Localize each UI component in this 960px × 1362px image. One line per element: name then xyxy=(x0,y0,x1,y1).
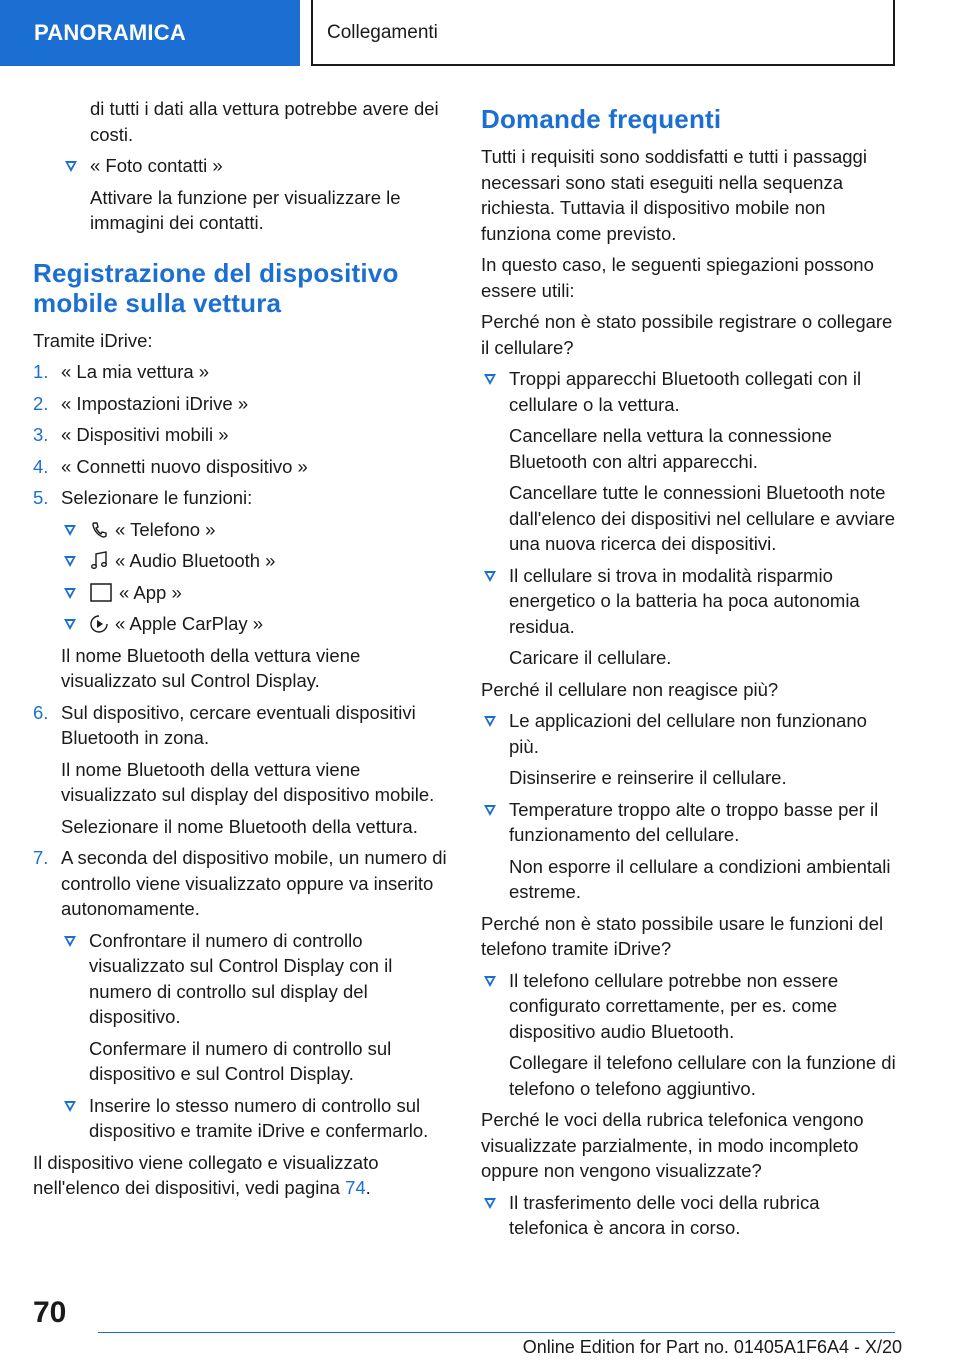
option-text: Confrontare il numero di controllo visualizzato sul Control Display con il numero di controllo sul display del dispositivo. xyxy=(89,929,393,1027)
triangle-bullet-icon xyxy=(64,525,76,536)
question-2: Perché il cellulare non reagisce più? xyxy=(481,678,779,700)
photo-contacts-label: « Foto contatti » xyxy=(90,155,223,176)
closing-text: Il dispositivo viene collegato e visualizzato nell'elenco dei dispositivi, vedi pagina 74. xyxy=(33,1151,379,1198)
step-number: 5. xyxy=(33,487,49,508)
carplay-play-icon xyxy=(89,614,111,634)
option-sub: Confermare il numero di controllo sul dispositivo e sul Control Display. xyxy=(89,1037,392,1084)
page-link[interactable]: 74 xyxy=(345,1177,366,1198)
answer-sub: Non esporre il cellulare a condizioni ambientali estreme. xyxy=(509,855,891,902)
footer-divider xyxy=(98,1332,895,1333)
step-text: « Impostazioni iDrive » xyxy=(61,392,249,414)
step-4 xyxy=(33,454,451,480)
q2-answer-1 xyxy=(481,708,897,791)
chapter-title: Collegamenti xyxy=(311,0,895,66)
triangle-bullet-icon xyxy=(484,976,496,987)
phone-icon xyxy=(89,520,111,540)
music-note-icon xyxy=(89,551,111,571)
step6-note-2: Selezionare il nome Bluetooth della vettura. xyxy=(61,815,418,837)
answer-sub: Caricare il cellulare. xyxy=(509,647,672,668)
function-label: « Audio Bluetooth » xyxy=(115,550,276,571)
triangle-bullet-icon xyxy=(64,556,76,567)
step-text: « Dispositivi mobili » xyxy=(61,424,229,445)
question-4: Perché le voci della rubrica telefonica vengono visualizzate parzialmente, in modo incompleto oppure non vengono visualizzate? xyxy=(481,1109,864,1181)
triangle-bullet-icon xyxy=(484,1198,496,1209)
triangle-bullet-icon xyxy=(64,588,76,599)
photo-contacts-item xyxy=(62,153,451,236)
answer-sub: Cancellare tutte le connessioni Bluetooth note dall'elenco dei dispositivi nel cellulare e avviare una nuova ricerca dei dispositivi. xyxy=(509,482,896,554)
step7-option-enter xyxy=(61,1093,451,1144)
answer-text: Il cellulare si trova in modalità risparmio energetico o la batteria ha poca autonomia residua. xyxy=(509,564,860,637)
faq-heading: Domande frequenti xyxy=(481,104,722,134)
step-number: 4. xyxy=(33,455,49,477)
step-text: Selezionare le funzioni: xyxy=(61,487,253,508)
step-6 xyxy=(33,700,451,840)
step-text: « La mia vettura » xyxy=(61,361,210,382)
q1-answer-2 xyxy=(481,563,897,671)
q2-answer-2 xyxy=(481,797,897,905)
answer-sub: Collegare il telefono cellulare con la funzione di telefono o telefono aggiuntivo. xyxy=(509,1052,896,1099)
triangle-bullet-icon xyxy=(484,805,496,816)
question-3: Perché non è stato possibile usare le funzioni del telefono tramite iDrive? xyxy=(481,912,884,959)
answer-text: Le applicazioni del cellulare non funzionano più. xyxy=(509,710,867,757)
option-text: Inserire lo stesso numero di controllo sul dispositivo e tramite iDrive e confermarlo. xyxy=(89,1094,429,1141)
triangle-bullet-icon xyxy=(64,619,76,630)
step-number: 6. xyxy=(33,701,49,723)
right-column xyxy=(481,96,897,1247)
step-5 xyxy=(33,485,451,694)
step-number: 2. xyxy=(33,392,49,414)
function-label: « Telefono » xyxy=(115,518,216,540)
answer-sub: Disinserire e reinserire il cellulare. xyxy=(509,767,787,788)
step-text: « Connetti nuovo dispositivo » xyxy=(61,455,308,477)
function-telefono xyxy=(61,517,451,543)
step6-note-1: Il nome Bluetooth della vettura viene visualizzato sul display del dispositivo mobile. xyxy=(61,758,435,805)
function-label: « Apple CarPlay » xyxy=(115,613,264,634)
step-text: A seconda del dispositivo mobile, un numero di controllo viene visualizzato oppure va inserito autonomamente. xyxy=(61,847,447,919)
step5-note: Il nome Bluetooth della vettura viene visualizzato sul Control Display. xyxy=(61,644,361,691)
step-number: 1. xyxy=(33,361,49,382)
triangle-bullet-icon xyxy=(64,1101,76,1112)
step-2 xyxy=(33,391,451,417)
question-1: Perché non è stato possibile registrare o collegare il cellulare? xyxy=(481,311,893,358)
step-text: Sul dispositivo, cercare eventuali dispositivi Bluetooth in zona. xyxy=(61,701,416,748)
triangle-bullet-icon xyxy=(484,716,496,727)
q3-answer-1 xyxy=(481,968,897,1102)
answer-text: Troppi apparecchi Bluetooth collegati con il cellulare o la vettura. xyxy=(509,368,862,415)
intro-text: di tutti i dati alla vettura potrebbe avere dei costi. xyxy=(90,98,439,145)
app-square-icon xyxy=(89,583,115,603)
function-audio-bluetooth xyxy=(61,548,451,574)
step-3 xyxy=(33,422,451,448)
step-number: 3. xyxy=(33,424,49,445)
step-number: 7. xyxy=(33,847,49,868)
answer-text: Il telefono cellulare potrebbe non essere configurato correttamente, per es. come dispositivo audio Bluetooth. xyxy=(509,969,839,1042)
triangle-bullet-icon xyxy=(484,571,496,582)
via-idrive-text: Tramite iDrive: xyxy=(33,329,153,351)
photo-contacts-desc: Attivare la funzione per visualizzare le immagini dei contatti. xyxy=(90,186,401,233)
left-column xyxy=(33,96,451,1207)
page-number: 70 xyxy=(33,1296,67,1329)
q4-answer-1 xyxy=(481,1190,897,1241)
function-app xyxy=(61,580,451,606)
edition-text: Online Edition for Part no. 01405A1F6A4 - X/20 xyxy=(522,1337,902,1357)
step-1 xyxy=(33,359,451,385)
triangle-bullet-icon xyxy=(64,936,76,947)
step7-option-compare xyxy=(61,928,451,1087)
triangle-bullet-icon xyxy=(484,374,496,385)
step-7 xyxy=(33,845,451,1144)
registration-heading: Registrazione del dispositivo mobile sulla vettura xyxy=(33,257,399,318)
answer-text: Temperature troppo alte o troppo basse per il funzionamento del cellulare. xyxy=(509,798,879,845)
answer-sub: Cancellare nella vettura la connessione Bluetooth con altri apparecchi. xyxy=(509,425,832,472)
faq-intro-1: Tutti i requisiti sono soddisfatti e tutti i passaggi necessari sono stati eseguiti nella sequenza richiesta. Tuttavia il dispositivo mobile non funziona come previsto. xyxy=(481,146,867,244)
answer-text: Il trasferimento delle voci della rubrica telefonica è ancora in corso. xyxy=(509,1191,820,1238)
function-apple-carplay xyxy=(61,611,451,637)
triangle-bullet-icon xyxy=(65,161,77,172)
section-tab: PANORAMICA xyxy=(0,0,300,66)
faq-intro-2: In questo caso, le seguenti spiegazioni possono essere utili: xyxy=(481,254,874,301)
function-label: « App » xyxy=(119,581,182,603)
q1-answer-1 xyxy=(481,366,897,557)
